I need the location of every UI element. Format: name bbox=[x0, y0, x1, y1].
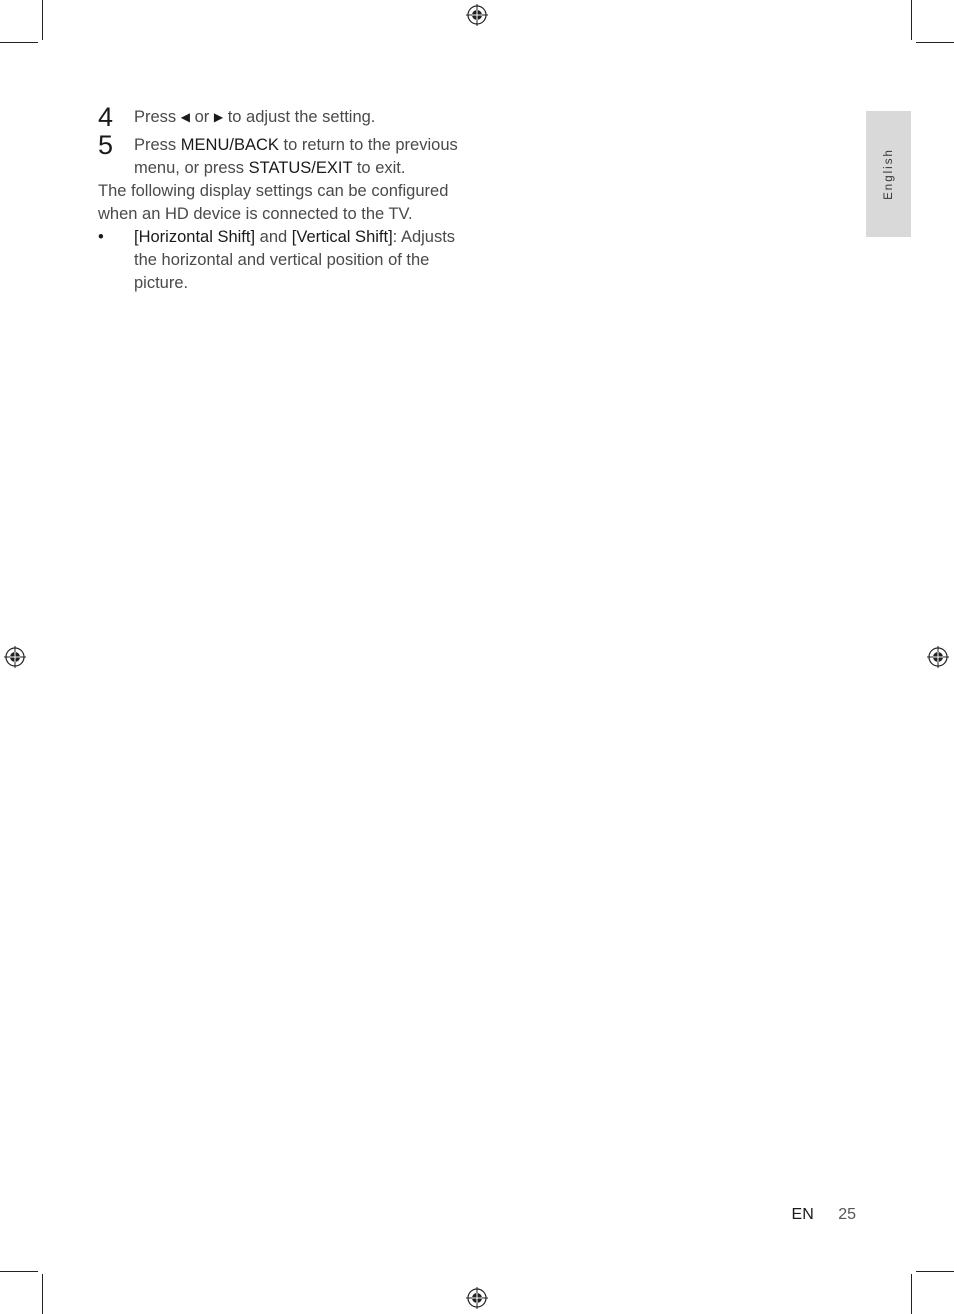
crop-mark-top-right-vertical bbox=[911, 0, 912, 40]
registration-mark-icon bbox=[466, 4, 488, 26]
option-horizontal-shift: [Horizontal Shift] bbox=[134, 228, 256, 246]
option-vertical-shift: [Vertical Shift] bbox=[291, 228, 393, 246]
step-number: 5 bbox=[98, 130, 114, 160]
right-triangle-icon: ▶ bbox=[213, 110, 224, 124]
step-text-or: or bbox=[194, 108, 210, 126]
menu-back-key: MENU/BACK bbox=[180, 136, 279, 154]
step-number: 4 bbox=[98, 102, 114, 132]
step-text-rest: to adjust the setting. bbox=[227, 108, 376, 126]
step-text-end: to exit. bbox=[356, 159, 406, 177]
crop-mark-bottom-left-horizontal bbox=[0, 1271, 38, 1272]
crop-mark-top-left-horizontal bbox=[0, 42, 38, 43]
language-code: EN bbox=[791, 1206, 814, 1223]
step-text-press: Press bbox=[134, 136, 177, 154]
crop-mark-bottom-right-vertical bbox=[911, 1274, 912, 1314]
main-content bbox=[98, 102, 458, 295]
crop-mark-top-left-vertical bbox=[42, 0, 43, 40]
language-tab-label: English bbox=[882, 148, 895, 200]
bullet-description: Adjusts the horizontal and vertical position of the picture. bbox=[134, 228, 456, 292]
registration-mark-icon bbox=[927, 646, 949, 668]
step-5 bbox=[98, 130, 458, 180]
bullet-marker: • bbox=[98, 228, 104, 246]
step-text-mid: to return to the previous menu, or press bbox=[134, 136, 458, 177]
step-text-press: Press bbox=[134, 108, 177, 126]
page-number: 25 bbox=[838, 1206, 856, 1223]
status-exit-key: STATUS/EXIT bbox=[248, 159, 353, 177]
list-item bbox=[98, 226, 458, 295]
left-triangle-icon: ◀ bbox=[180, 110, 191, 124]
registration-mark-icon bbox=[4, 646, 26, 668]
language-tab bbox=[866, 111, 911, 237]
step-4 bbox=[98, 102, 458, 132]
bullet-text-and: and bbox=[259, 228, 288, 246]
registration-mark-icon bbox=[466, 1287, 488, 1309]
crop-mark-bottom-left-vertical bbox=[42, 1274, 43, 1314]
crop-mark-bottom-right-horizontal bbox=[916, 1271, 954, 1272]
page-footer bbox=[792, 1206, 856, 1224]
crop-mark-top-right-horizontal bbox=[916, 42, 954, 43]
description-paragraph: The following display settings can be configured when an HD device is connected to the TV. bbox=[98, 182, 449, 223]
bullet-colon: : bbox=[392, 228, 398, 246]
